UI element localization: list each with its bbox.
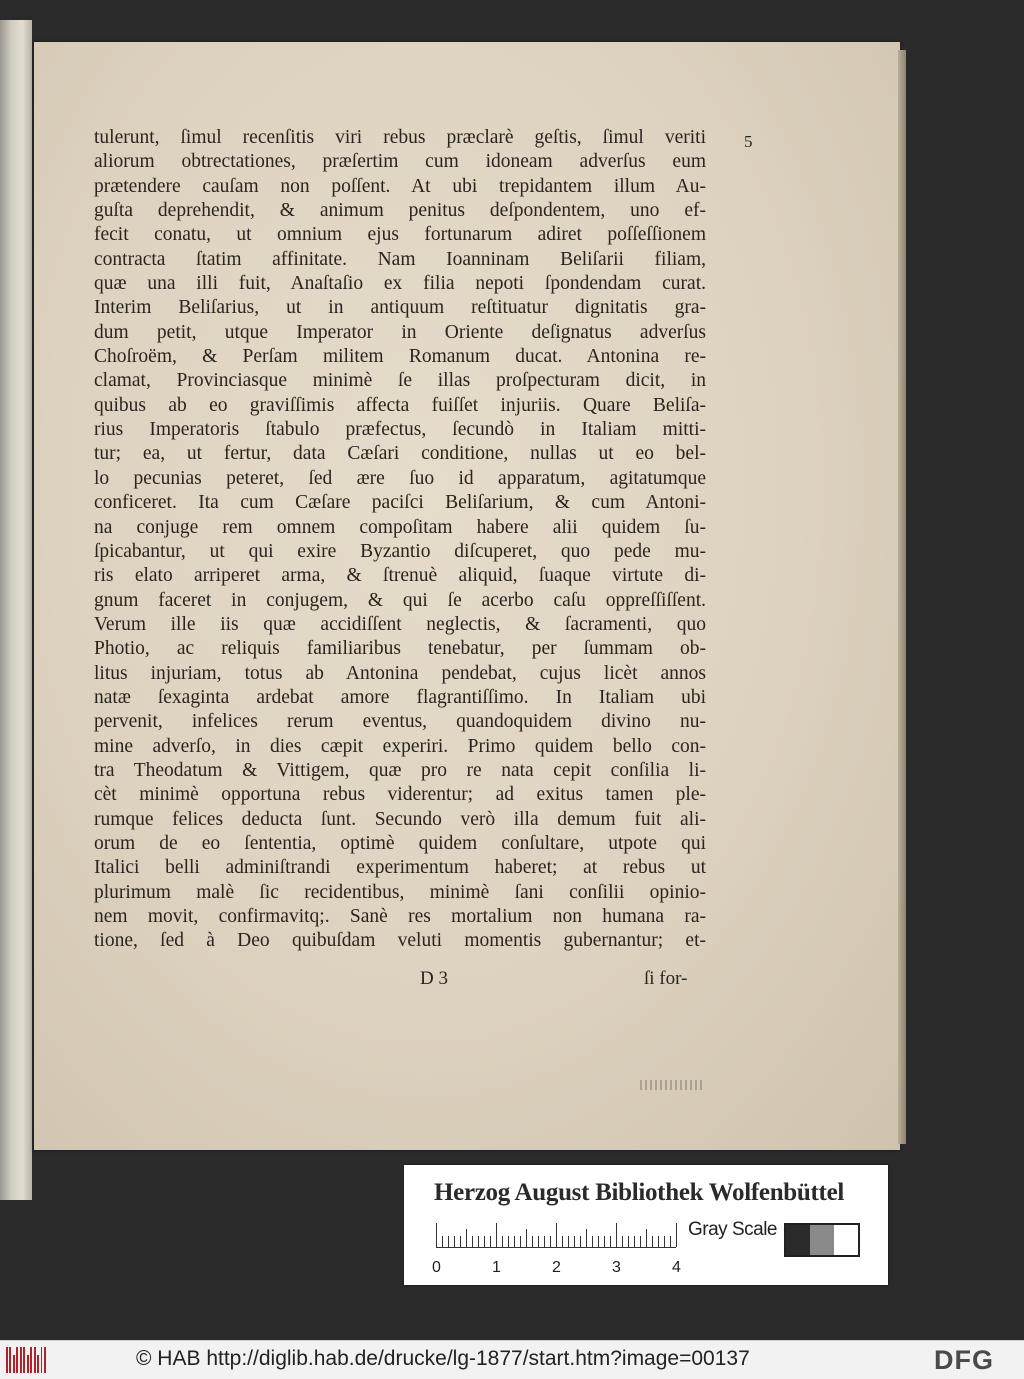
barcode-bar — [16, 1347, 18, 1373]
ruler-tick — [670, 1236, 671, 1247]
ruler-tick — [634, 1236, 635, 1247]
barcode-bar — [34, 1347, 36, 1373]
text-line: Choſroëm, & Perſam militem Romanum ducat. Antonina re- — [94, 346, 706, 368]
gray-scale-swatch — [784, 1223, 860, 1257]
ruler-tick — [502, 1236, 503, 1247]
text-line: nem movit, confirmavitq;. Sanè res mortalium non humana ra- — [94, 906, 706, 927]
body-text — [94, 126, 706, 954]
text-line: tra Theodatum & Vittigem, quæ pro re nata cepit conſilia li- — [94, 759, 706, 781]
ruler-tick — [640, 1236, 641, 1247]
text-line: guſta deprehendit, & animum penitus deſpondentem, uno ef- — [94, 200, 706, 222]
text-line: na conjuge rem omnem compoſitam habere alii quidem ſu- — [94, 516, 706, 538]
text-line: tione, ſed à Deo quibuſdam veluti momentis gubernantur; et- — [94, 930, 706, 952]
catchword: ſi for- — [644, 968, 688, 989]
text-line: contracta ſtatim affinitate. Nam Ioanninam Beliſarii filiam, — [94, 248, 706, 270]
left-page-edge — [0, 20, 32, 1200]
ruler-number: 2 — [552, 1259, 561, 1276]
text-line: prætendere cauſam non poſſent. At ubi trepidantem illum Au- — [94, 175, 706, 197]
text-line: ſpicabantur, ut qui exire Byzantio diſcuperet, quo pede mu- — [94, 540, 706, 562]
dfg-logo: DFG — [934, 1345, 994, 1375]
ruler-tick — [586, 1229, 587, 1247]
ruler-tick — [568, 1236, 569, 1247]
gray-swatch — [810, 1225, 834, 1255]
text-line: quæ una illi fuit, Anaſtaſio ex filia nepoti ſpondendam curat. — [94, 273, 706, 295]
gray-scale-label: Gray Scale — [688, 1219, 777, 1240]
barcode-bar — [6, 1347, 8, 1373]
text-line: fecit conatu, ut omnium ejus fortunarum adiret poſſeſſionem — [94, 224, 706, 246]
ruler-tick — [472, 1236, 473, 1247]
ruler-tick — [592, 1236, 593, 1247]
ruler-tick — [478, 1236, 479, 1247]
ruler-tick — [676, 1223, 677, 1247]
text-line: lo pecunias peteret, ſed ære ſuo id apparatum, agitatumque — [94, 467, 706, 489]
text-line: orum de eo ſententia, optimè quidem conſultare, utpote qui — [94, 832, 706, 854]
ruler-tick — [652, 1236, 653, 1247]
viewer-footer — [0, 1340, 1024, 1379]
ruler-tick — [616, 1223, 617, 1247]
scale-ruler — [436, 1223, 676, 1248]
text-line: plurimum malè ſic recidentibus, minimè ſani conſilii opinio- — [94, 881, 706, 903]
library-name: Herzog August Bibliothek Wolfenbüttel — [434, 1179, 845, 1206]
ruler-tick — [526, 1229, 527, 1247]
ruler-tick — [562, 1236, 563, 1247]
ruler-tick — [490, 1236, 491, 1247]
ruler-tick — [442, 1236, 443, 1247]
barcode-icon — [6, 1347, 46, 1373]
text-line: conficeret. Ita cum Cæſare paciſci Beliſarium, & cum Antoni- — [94, 492, 706, 514]
ruler-tick — [610, 1236, 611, 1247]
ruler-tick — [532, 1236, 533, 1247]
ruler-tick — [550, 1236, 551, 1247]
ruler-tick — [598, 1236, 599, 1247]
ruler-tick — [538, 1236, 539, 1247]
ruler-tick — [460, 1236, 461, 1247]
ruler-tick — [448, 1236, 449, 1247]
text-line: Verum ille iis quæ accidiſſent neglectis, & ſacramenti, quo — [94, 613, 706, 635]
barcode-bar — [41, 1347, 43, 1373]
page-edge — [898, 50, 906, 1144]
text-line: rumque felices deducta ſunt. Secundo verò illa demum fuit ali- — [94, 808, 706, 830]
ruler-tick — [484, 1236, 485, 1247]
library-color-card — [404, 1165, 888, 1285]
gray-swatch — [834, 1225, 858, 1255]
ruler-tick — [604, 1236, 605, 1247]
barcode-bar — [27, 1355, 29, 1373]
barcode-bar — [9, 1347, 11, 1373]
ruler-number: 4 — [672, 1259, 681, 1276]
ruler-tick — [508, 1236, 509, 1247]
text-line: litus injuriam, totus ab Antonina pendebat, cujus licèt annos — [94, 662, 706, 684]
ruler-number: 0 — [432, 1259, 441, 1276]
ruler-number: 1 — [492, 1259, 501, 1276]
ruler-tick — [658, 1236, 659, 1247]
ruler-number: 3 — [612, 1259, 621, 1276]
barcode-bar — [23, 1347, 25, 1373]
text-line: pervenit, infelices rerum eventus, quandoquidem divino nu- — [94, 711, 706, 733]
text-line: cèt minimè opportuna rebus viderentur; ad exitus tamen ple- — [94, 784, 706, 806]
barcode-bar — [20, 1347, 22, 1373]
ruler-tick — [574, 1236, 575, 1247]
stamp-smudge — [640, 1080, 704, 1090]
ruler-tick — [622, 1236, 623, 1247]
page-number: 5 — [744, 132, 753, 151]
gray-swatch — [786, 1225, 810, 1255]
text-line: gnum faceret in conjugem, & qui ſe acerbo caſu oppreſſiſſent. — [94, 589, 706, 611]
ruler-tick — [514, 1236, 515, 1247]
text-line: ris elato arriperet arma, & ſtrenuè aliquid, ſuaque virtute di- — [94, 565, 706, 587]
text-line: aliorum obtrectationes, præſertim cum idoneam adverſus eum — [94, 151, 706, 173]
signature-mark: D 3 — [420, 968, 448, 989]
ruler-tick — [496, 1223, 497, 1247]
ruler-tick — [646, 1229, 647, 1247]
text-line: rius Imperatoris ſtabulo præfectus, ſecundò in Italiam mitti- — [94, 419, 706, 441]
text-line: mine adverſo, in dies cæpit experiri. Primo quidem bello con- — [94, 735, 706, 757]
ruler-tick — [628, 1236, 629, 1247]
barcode-bar — [30, 1347, 32, 1373]
barcode-bar — [37, 1355, 39, 1373]
text-line: tulerunt, ſimul recenſitis viri rebus præclarè geſtis, ſimul veriti — [94, 127, 706, 148]
copyright-link[interactable]: © HAB http://diglib.hab.de/drucke/lg-1877/start.htm?image=00137 — [136, 1347, 750, 1370]
text-line: quibus ab eo graviſſimis affecta fuiſſet injuriis. Quare Beliſa- — [94, 394, 706, 416]
ruler-tick — [544, 1236, 545, 1247]
barcode-bar — [13, 1355, 15, 1373]
ruler-tick — [664, 1236, 665, 1247]
text-line: Italici belli adminiſtrandi experimentum haberet; at rebus ut — [94, 857, 706, 879]
text-line: natæ ſexaginta ardebat amore flagrantiſſimo. In Italiam ubi — [94, 686, 706, 708]
ruler-tick — [556, 1223, 557, 1247]
ruler-tick — [466, 1229, 467, 1247]
ruler-tick — [436, 1223, 437, 1247]
text-line: tur; ea, ut fertur, data Cæſari conditione, nullas ut eo bel- — [94, 443, 706, 465]
ruler-tick — [580, 1236, 581, 1247]
ruler-tick — [520, 1236, 521, 1247]
text-line: clamat, Provinciasque minimè ſe illas proſpecturam dicit, in — [94, 370, 706, 392]
text-line: Interim Beliſarius, ut in antiquum reſtituatur dignitatis gra- — [94, 297, 706, 319]
ruler-tick — [454, 1236, 455, 1247]
text-line: Photio, ac reliquis familiaribus tenebatur, per ſummam ob- — [94, 638, 706, 660]
barcode-bar — [44, 1347, 46, 1373]
text-line: dum petit, utque Imperator in Oriente deſignatus adverſus — [94, 321, 706, 343]
